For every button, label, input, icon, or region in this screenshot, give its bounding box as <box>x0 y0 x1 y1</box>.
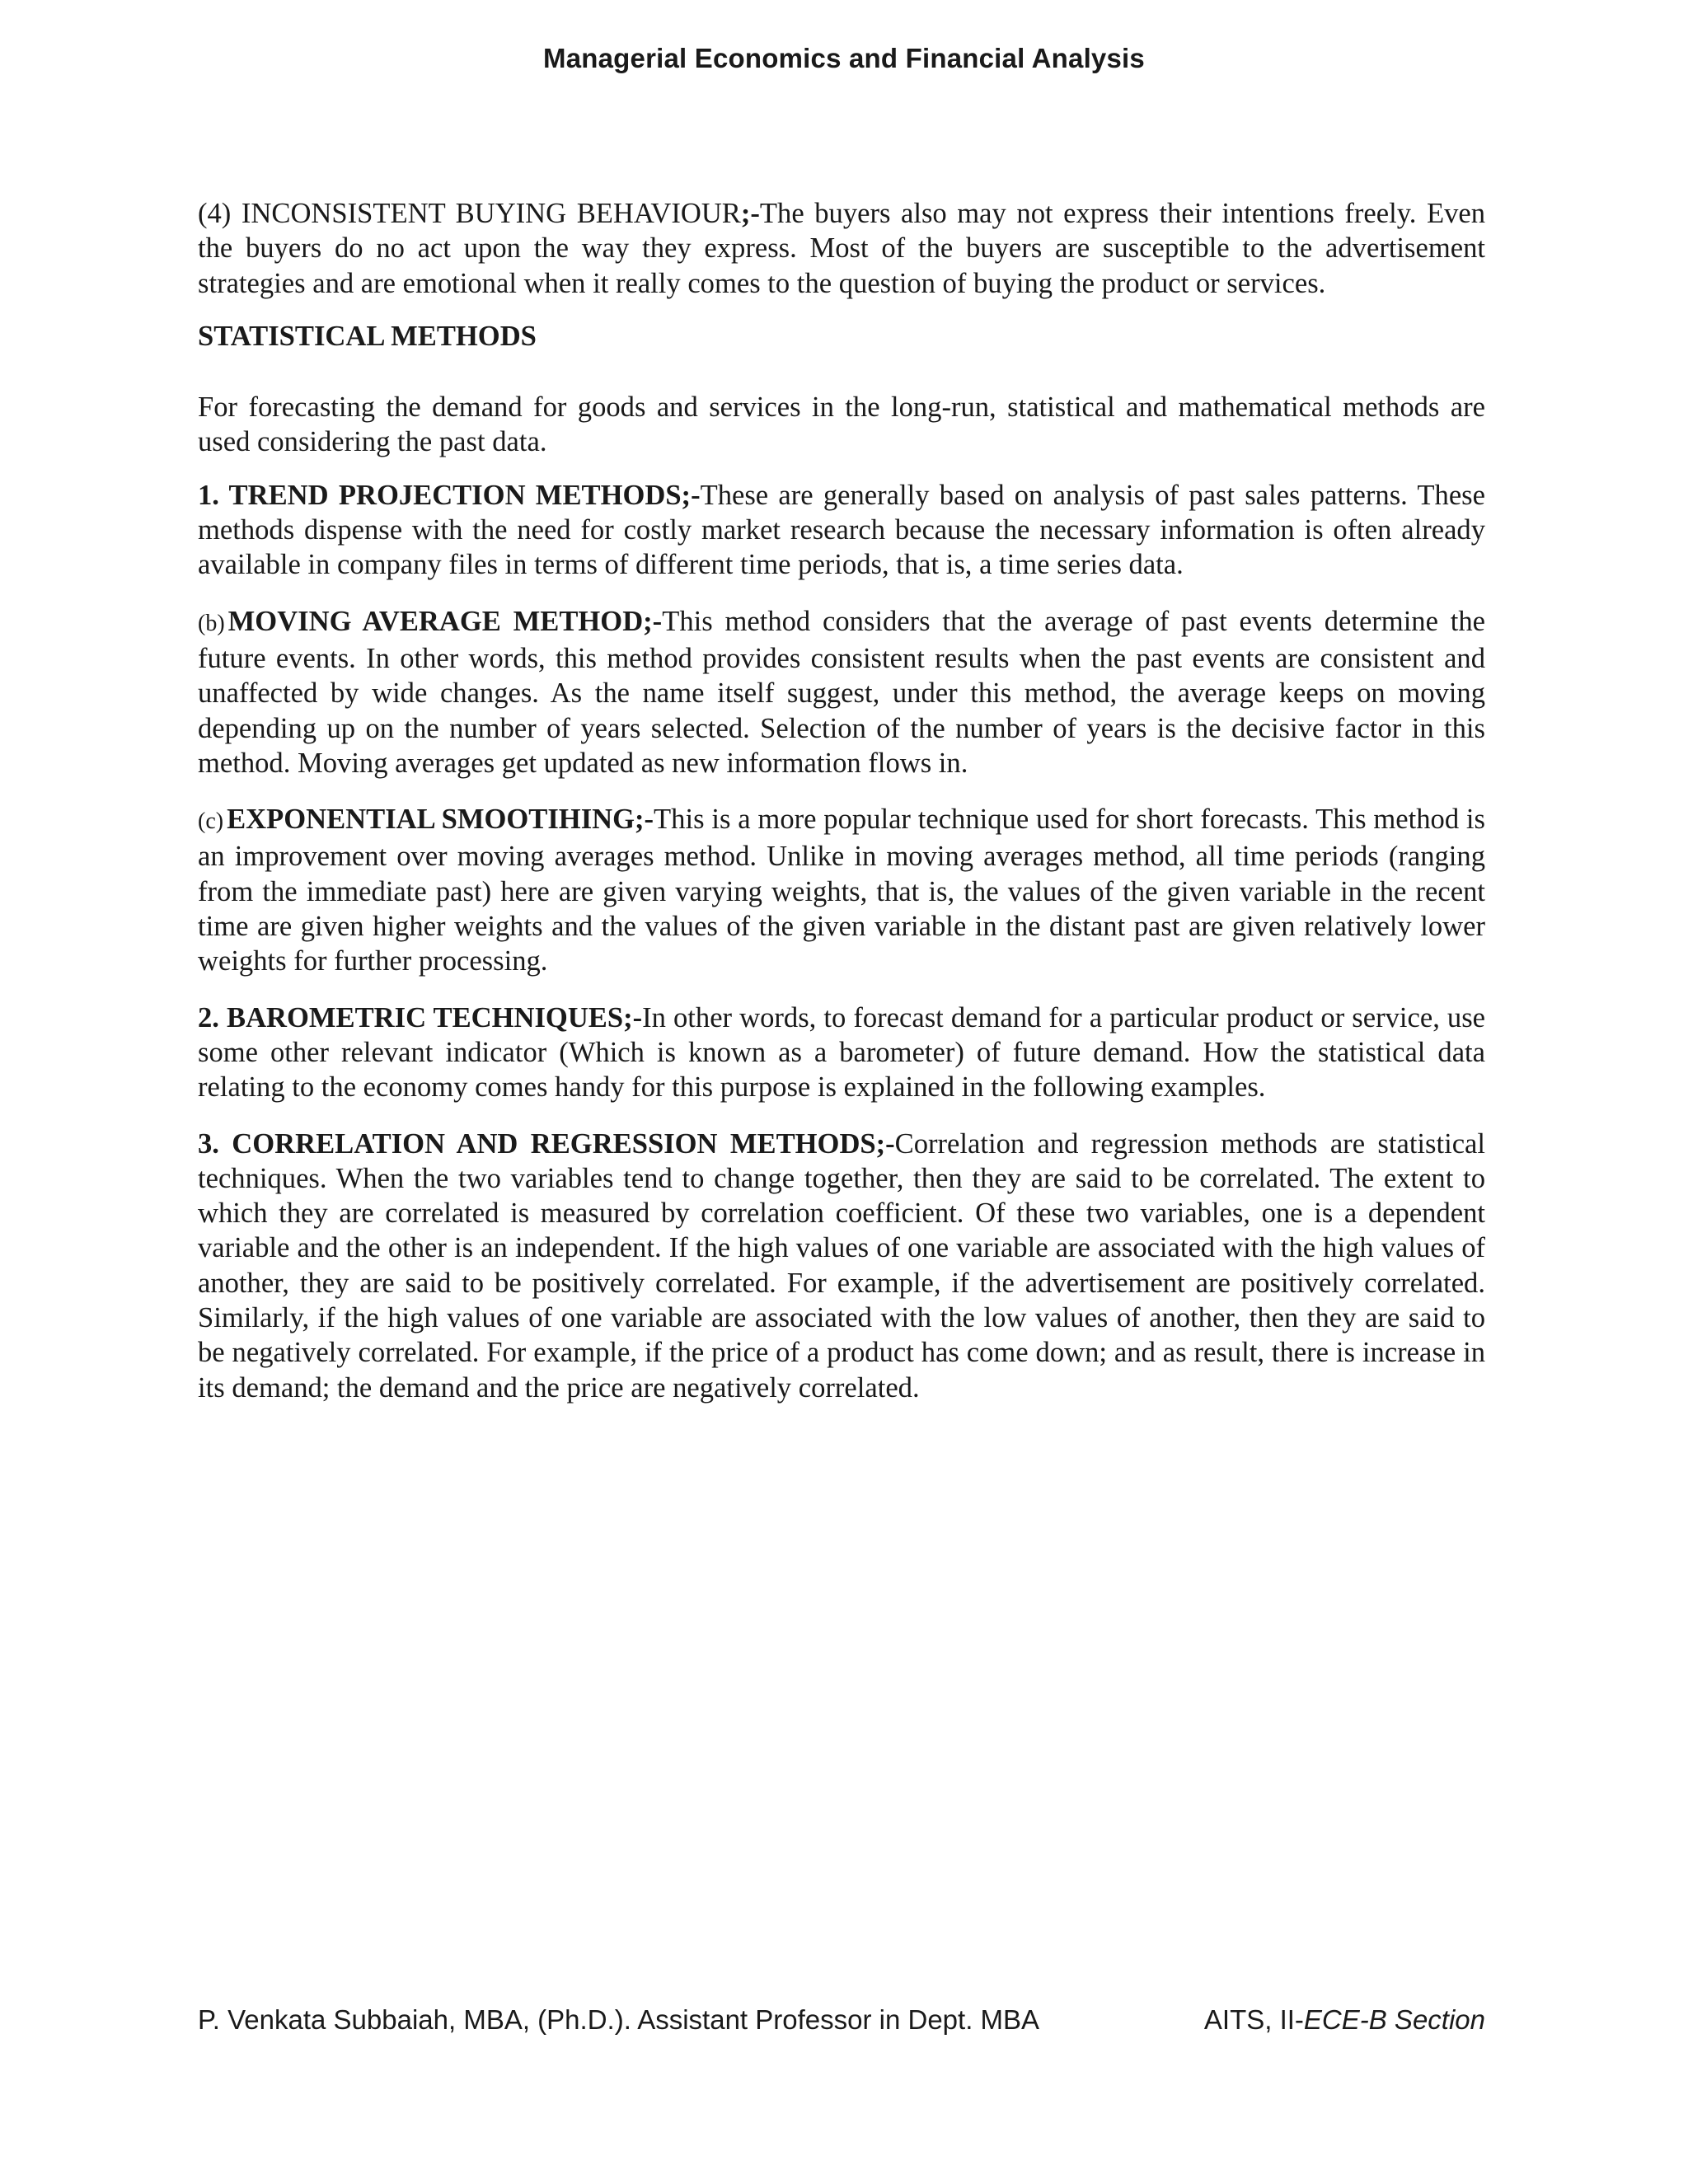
document-body <box>198 196 1485 1427</box>
paragraph-label: MOVING AVERAGE METHOD;- <box>227 605 663 637</box>
footer-course-prefix: AITS, II- <box>1203 2004 1304 2035</box>
paragraph-text: Correlation and regression methods are statistical techniques. When the two variables tend to change together, then they are said to be correlated. The extent to which they are correlated is measured by correlation coefficient. Of these two variables, one is a dependent variable and the other is an independent. If the high values of one variable are associated with the high values of another, they are said to be positively correlated. For example, if the advertisement are positively correlated. Similarly, if the high values of one variable are associated with the low values of another, then they are said to be negatively correlated. For example, if the price of a product has come down; and as result, there is increase in its demand; the demand and the price are negatively correlated. <box>198 1127 1485 1404</box>
paragraph-barometric-techniques <box>198 1001 1485 1105</box>
paragraph-inconsistent-buying-behaviour <box>198 196 1485 301</box>
page-footer <box>198 2004 1485 2041</box>
page-title: Managerial Economics and Financial Analysis <box>543 43 1145 73</box>
paragraph-separator: ;- <box>740 198 760 229</box>
list-marker: (c) <box>198 808 224 835</box>
paragraph-text: These are generally based on analysis of past sales patterns. These methods dispense with the need for costly market research because the necessary information is often already available in company files in terms of different time periods, that is, a time series data. <box>198 479 1485 581</box>
paragraph-text: This method considers that the average of past events determine the future events. In other words, this method provides consistent results when the past events are consistent and unaffected by wide changes. As the name itself suggest, under this method, the average keeps on moving depending up on the number of years selected. Selection of the number of years is the decisive factor in this method. Moving averages get updated as new information flows in. <box>198 605 1485 779</box>
paragraph-text: This is a more popular technique used for short forecasts. This method is an improvement over moving averages method. Unlike in moving averages method, all time periods (ranging from the immediate past) here are given varying weights, that is, the values of the given variable in the recent time are given higher weights and the values of the given variable in the distant past are given relatively lower weights for further processing. <box>198 804 1485 977</box>
paragraph-label: (4) INCONSISTENT BUYING BEHAVIOUR <box>198 198 741 229</box>
footer-author: P. Venkata Subbaiah, MBA, (Ph.D.). Assistant Professor in Dept. MBA <box>198 2004 1040 2035</box>
paragraph-label: 3. CORRELATION AND REGRESSION METHODS;- <box>198 1127 895 1160</box>
paragraph-label: 2. BAROMETRIC TECHNIQUES;- <box>198 1001 643 1033</box>
paragraph-intro: For forecasting the demand for goods and services in the long-run, statistical and mathematical methods are used considering the past data. <box>198 391 1485 458</box>
paragraph-text: In other words, to forecast demand for a particular product or service, use some other relevant indicator (Which is known as a barometer) of future demand. How the statistical data relating to the economy comes handy for this purpose is explained in the following examples. <box>198 1001 1485 1104</box>
paragraph-label: EXPONENTIAL SMOOTIHING;- <box>227 804 654 836</box>
section-heading-statistical-methods: STATISTICAL METHODS <box>198 320 537 352</box>
paragraph-correlation-regression <box>198 1127 1485 1405</box>
paragraph-trend-projection <box>198 478 1485 583</box>
paragraph-label: 1. TREND PROJECTION METHODS;- <box>198 479 701 511</box>
paragraph-moving-average <box>198 604 1485 780</box>
paragraph-text: The buyers also may not express their intentions freely. Even the buyers do no act upon the way they express. Most of the buyers are susceptible to the advertisement strategies and are emotional when it really comes to the question of buying the product or services. <box>198 198 1486 299</box>
list-marker: (b) <box>198 610 225 636</box>
footer-course-section: ECE-B Section <box>1303 2004 1485 2035</box>
footer-course <box>1204 2004 1485 2036</box>
paragraph-exponential-smoothing <box>198 802 1485 978</box>
